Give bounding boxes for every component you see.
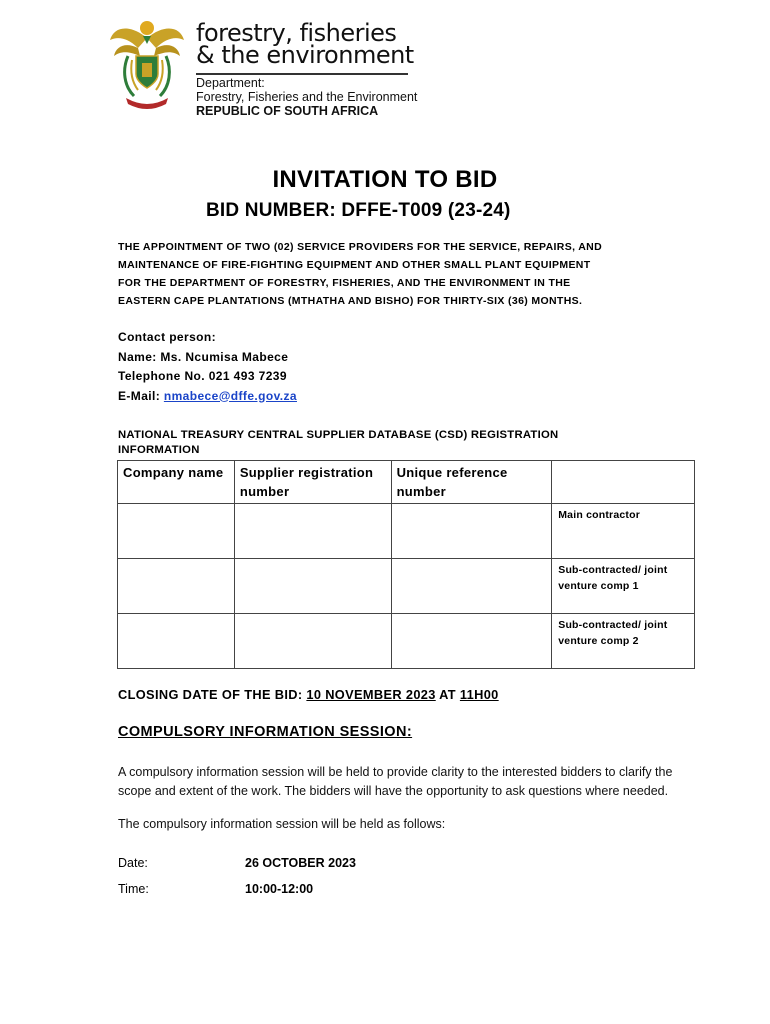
role-cell: Main contractor: [552, 504, 695, 559]
brand-divider: [196, 73, 408, 75]
coat-of-arms-logo: [108, 16, 186, 112]
department-block: [196, 76, 417, 118]
brand-name-line1: forestry, fisheries: [196, 19, 397, 47]
description-line: THE APPOINTMENT OF TWO (02) SERVICE PROVIDERS FOR THE SERVICE, REPAIRS, AND: [118, 241, 603, 253]
column-header-supplier: Supplier registration number: [234, 461, 391, 504]
email-link[interactable]: nmabece@dffe.gov.za: [163, 388, 297, 403]
contact-telephone: Telephone No. 021 493 7239: [118, 369, 287, 383]
contact-name: Name: Ms. Ncumisa Mabece: [118, 349, 289, 364]
document-title: INVITATION TO BID: [272, 166, 498, 193]
company-cell[interactable]: [118, 614, 235, 669]
brand-name-line2: & the environment: [196, 41, 414, 69]
column-header-company: Company name: [118, 461, 235, 504]
session-heading: COMPULSORY INFORMATION SESSION:: [118, 724, 413, 740]
contact-block: [118, 328, 297, 406]
closing-label: CLOSING DATE OF THE BID:: [118, 687, 307, 702]
supplier-number-cell[interactable]: [234, 614, 391, 669]
description-line: FOR THE DEPARTMENT OF FORESTRY, FISHERIES, AND THE ENVIRONMENT IN THE: [118, 277, 571, 289]
closing-date-line: [118, 687, 499, 702]
closing-at: AT: [435, 687, 460, 702]
table-row: [118, 559, 695, 614]
table-header-row: [118, 461, 695, 504]
dept-label: Department:: [196, 76, 265, 90]
contact-email-row: [118, 387, 297, 407]
company-cell[interactable]: [118, 504, 235, 559]
unique-ref-cell[interactable]: [391, 559, 552, 614]
column-header-role: [552, 461, 695, 504]
email-label: E-Mail:: [118, 388, 164, 403]
description-line: MAINTENANCE OF FIRE-FIGHTING EQUIPMENT AND OTHER SMALL PLANT EQUIPMENT: [118, 259, 591, 271]
session-paragraph-line1: A compulsory information session will be held to provide clarity to the interested bidders to clarify the: [118, 765, 673, 779]
date-label: Date:: [118, 856, 148, 870]
supplier-number-cell[interactable]: [234, 559, 391, 614]
bid-description: [118, 238, 678, 310]
table-row: [118, 614, 695, 669]
csd-heading: [118, 428, 558, 458]
description-line: EASTERN CAPE PLANTATIONS (MTHATHA AND BISHO) FOR THIRTY-SIX (36) MONTHS.: [118, 295, 583, 307]
dept-country: REPUBLIC OF SOUTH AFRICA: [196, 104, 379, 118]
session-intro: The compulsory information session will be held as follows:: [118, 817, 446, 831]
role-cell: Sub-contracted/ joint venture comp 1: [552, 559, 695, 614]
role-cell: Sub-contracted/ joint venture comp 2: [552, 614, 695, 669]
csd-registration-table: [117, 460, 695, 669]
unique-ref-cell[interactable]: [391, 614, 552, 669]
closing-date: 10 NOVEMBER 2023: [306, 687, 436, 702]
closing-time: 11H00: [459, 687, 499, 702]
bid-number: BID NUMBER: DFFE-T009 (23-24): [206, 200, 511, 221]
company-cell[interactable]: [118, 559, 235, 614]
csd-heading-line2: INFORMATION: [118, 444, 200, 456]
time-label: Time:: [118, 882, 149, 896]
date-value: 26 OCTOBER 2023: [245, 856, 356, 870]
session-paragraph-line2: scope and extent of the work. The bidders will have the opportunity to ask questions where needed.: [118, 784, 669, 798]
unique-ref-cell[interactable]: [391, 504, 552, 559]
csd-heading-line1: NATIONAL TREASURY CENTRAL SUPPLIER DATABASE (CSD) REGISTRATION: [118, 429, 559, 441]
dept-name: Forestry, Fisheries and the Environment: [196, 90, 418, 104]
contact-heading: Contact person:: [118, 330, 217, 344]
time-value: 10:00-12:00: [245, 882, 314, 896]
session-paragraph: [118, 763, 672, 801]
column-header-unique-ref: Unique reference number: [391, 461, 552, 504]
table-row: [118, 504, 695, 559]
supplier-number-cell[interactable]: [234, 504, 391, 559]
